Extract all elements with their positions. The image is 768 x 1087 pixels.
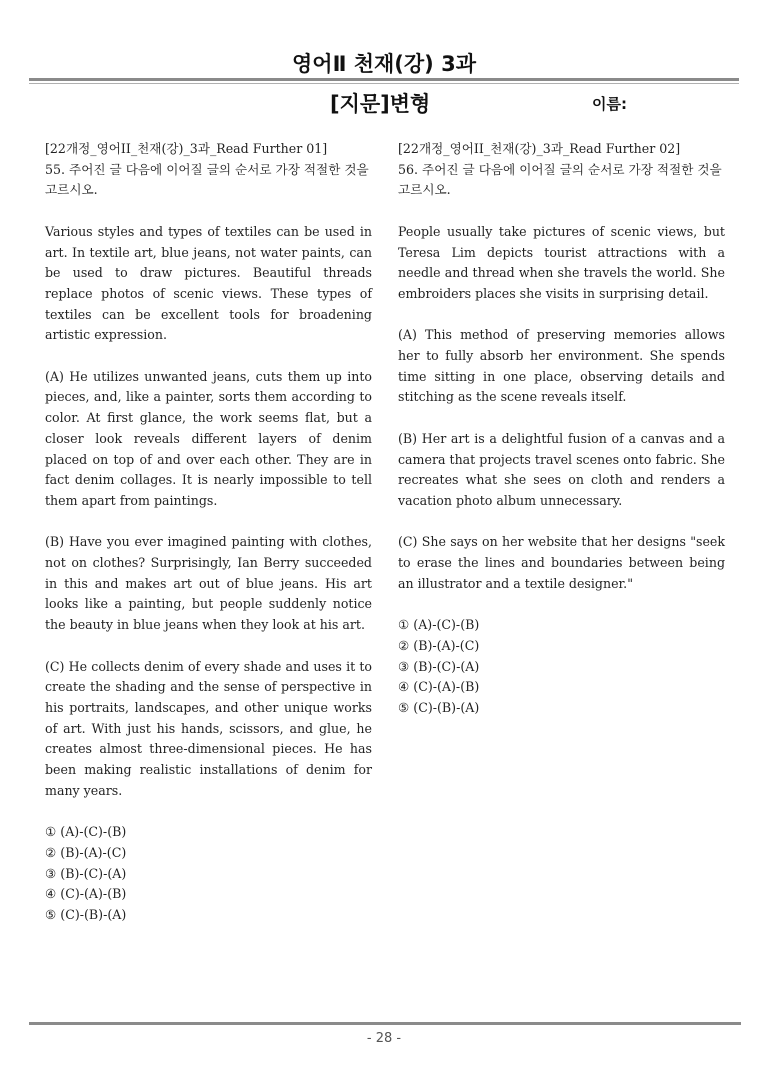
answer-choice: ③ (B)-(C)-(A) bbox=[398, 658, 480, 674]
page-subtitle: [지문]변형 bbox=[330, 92, 431, 116]
answer-choices bbox=[398, 615, 725, 719]
page-title: 영어Ⅱ 천재(강) 3과 bbox=[292, 52, 476, 76]
answer-choice: ⑤ (C)-(B)-(A) bbox=[398, 699, 480, 715]
name-label: 이름: bbox=[592, 95, 627, 113]
answer-choice: ② (B)-(A)-(C) bbox=[398, 637, 480, 653]
answer-choice: ④ (C)-(A)-(B) bbox=[45, 886, 127, 902]
passage-paragraph-a: (A) This method of preserving memories allows her to fully absorb her environment. She spends time sitting in one place, observing details and stitching as the scene reveals itself. bbox=[398, 327, 725, 405]
passage-paragraph-b: (B) Have you ever imagined painting with clothes, not on clothes? Surprisingly, Ian Berry succeeded in this and makes art out of blue jeans. His art looks like a painting, but people suddenly notice the beauty in blue jeans when they look at his art. bbox=[45, 534, 372, 633]
answer-choice: ① (A)-(C)-(B) bbox=[45, 824, 127, 840]
answer-choice: ② (B)-(A)-(C) bbox=[45, 844, 127, 860]
answer-choices bbox=[45, 822, 372, 926]
passage-paragraph-c: (C) He collects denim of every shade and uses it to create the shading and the sense of perspective in his portraits, landscapes, and other unique works of art. With just his hands, scissors, and glue, he creates almost three-dimensional pieces. He has been making realistic installations of denim for many years. bbox=[45, 658, 372, 798]
header-rule bbox=[29, 78, 739, 81]
answer-choice: ④ (C)-(A)-(B) bbox=[398, 679, 480, 695]
passage-intro: People usually take pictures of scenic views, but Teresa Lim depicts tourist attractions with a needle and thread when she travels the world. She embroiders places she visits in surprising detail. bbox=[398, 223, 725, 301]
question-header bbox=[398, 139, 725, 201]
question-prompt: 55. 주어진 글 다음에 이어질 글의 순서로 가장 적절한 것을 고르시오. bbox=[45, 161, 369, 198]
passage-paragraph-c: (C) She says on her website that her designs "seek to erase the lines and boundaries between being an illustrator and a textile designer." bbox=[398, 534, 725, 591]
answer-choice: ① (A)-(C)-(B) bbox=[398, 617, 480, 633]
question-source: [22개정_영어II_천재(강)_3과_Read Further 01] bbox=[45, 141, 328, 156]
left-column bbox=[45, 139, 372, 926]
answer-choice: ③ (B)-(C)-(A) bbox=[45, 865, 127, 881]
footer-rule bbox=[29, 1022, 741, 1025]
question-header bbox=[45, 139, 372, 201]
page-number: - 28 - bbox=[366, 1031, 402, 1046]
question-prompt: 56. 주어진 글 다음에 이어질 글의 순서로 가장 적절한 것을 고르시오. bbox=[398, 161, 722, 198]
question-source: [22개정_영어II_천재(강)_3과_Read Further 02] bbox=[398, 141, 681, 156]
answer-choice: ⑤ (C)-(B)-(A) bbox=[45, 906, 127, 922]
passage-intro: Various styles and types of textiles can be used in art. In textile art, blue jeans, not water paints, can be used to draw pictures. Beautiful threads replace photos of scenic views. These types of textiles can be excellent tools for broadening artistic expression. bbox=[45, 223, 372, 343]
right-column bbox=[398, 139, 725, 719]
header-rule-thin bbox=[29, 83, 739, 84]
passage-paragraph-a: (A) He utilizes unwanted jeans, cuts them up into pieces, and, like a painter, sorts them according to color. At first glance, the work seems flat, but a closer look reveals different layers of denim placed on top of and over each other. They are in fact denim collages. It is nearly impossible to tell them apart from paintings. bbox=[45, 368, 372, 508]
passage-paragraph-b: (B) Her art is a delightful fusion of a canvas and a camera that projects travel scenes onto fabric. She recreates what she sees on cloth and renders a vacation photo album unnecessary. bbox=[398, 430, 725, 508]
